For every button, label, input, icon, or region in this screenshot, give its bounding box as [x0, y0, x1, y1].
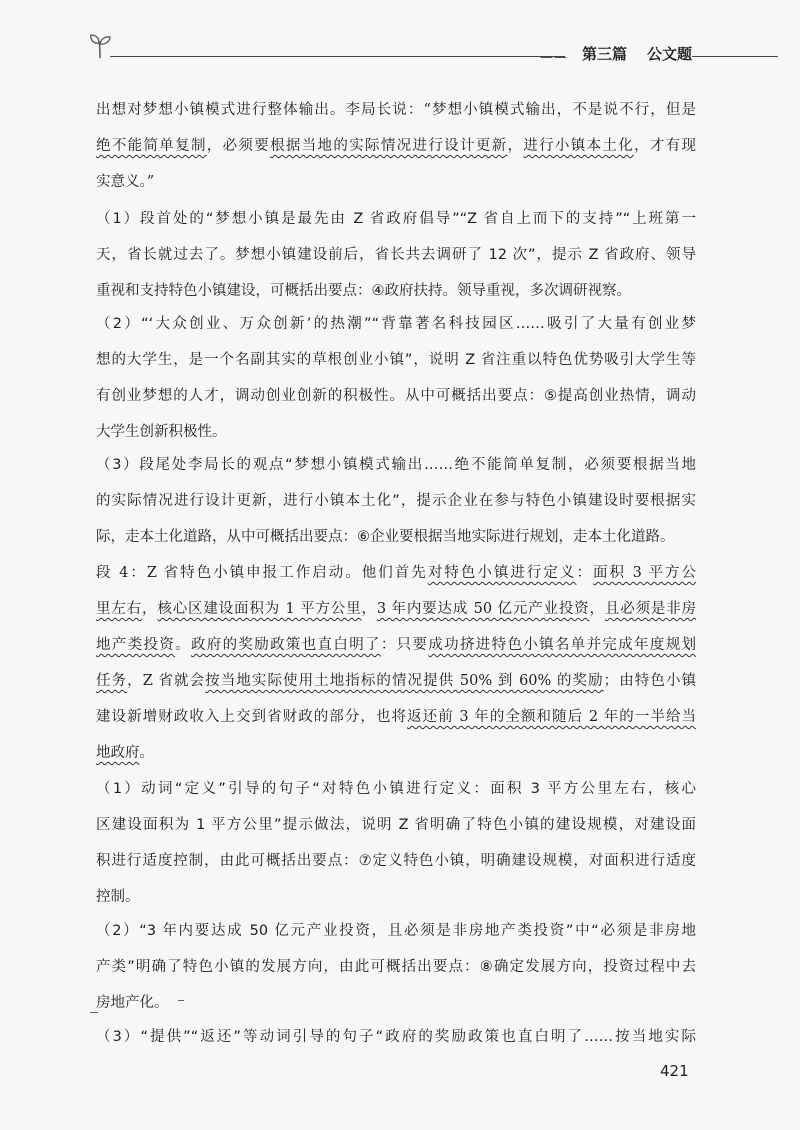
text-line: 地政府。: [96, 745, 154, 761]
text-line: （1）动词“定义”引导的句子“对特色小镇进行定义：面积 3 平方公里左右，核心: [96, 781, 696, 797]
header-title: [582, 43, 692, 64]
page-header: [88, 32, 778, 72]
text-line: （3）段尾处李局长的观点“梦想小镇模式输出……绝不能简单复制，必须要根据当地: [96, 457, 696, 473]
header-part: 第三篇: [582, 45, 628, 63]
text-line: 建设新增财政收入上交到省财政的部分，也将返还前 3 年的全额和随后 2 年的一半给当: [96, 709, 697, 725]
scan-mark: [90, 1012, 98, 1013]
text-line: 任务，Z 省就会按当地实际使用土地指标的情况提供 50% 到 60% 的奖励；由特色小镇: [96, 673, 697, 689]
text-line: 天，省长就过去了。梦想小镇建设前后，省长共去调研了 12 次”，提示 Z 省政府、领导: [96, 247, 696, 263]
text-line: 绝不能简单复制，必须要根据当地的实际情况进行设计更新，进行小镇本土化，才有现: [96, 138, 697, 154]
text-line: 的实际情况进行设计更新，进行小镇本土化”，提示企业在参与特色小镇建设时要根据实: [96, 493, 696, 509]
scan-mark: [178, 1000, 184, 1001]
text-line: （1）段首处的“梦想小镇是最先由 Z 省政府倡导”“Z 省自上而下的支持”“上班第一: [96, 211, 696, 227]
text-line: 积进行适度控制，由此可概括出要点：⑦定义特色小镇，明确建设规模，对面积进行适度: [96, 853, 696, 869]
text-line: （2）“3 年内要达成 50 亿元产业投资，且必须是非房地产类投资”中“必须是非房地: [96, 923, 696, 939]
text-line: 想的大学生，是一个名副其实的草根创业小镇”，说明 Z 省注重以特色优势吸引大学生等: [96, 352, 696, 368]
text-line: 出想对梦想小镇模式进行整体输出。李局长说：“梦想小镇模式输出，不是说不行，但是: [96, 102, 696, 118]
text-line: （2）“‘大众创业、万众创新’的热潮”“背靠著名科技园区……吸引了大量有创业梦: [96, 316, 696, 332]
text-line: 有创业梦想的人才，调动创业创新的积极性。从中可概括出要点：⑤提高创业热情，调动: [96, 388, 696, 404]
text-line: 区建设面积为 1 平方公里”提示做法，说明 Z 省明确了特色小镇的建设规模，对建设面: [96, 817, 696, 833]
text-line: 产类”明确了特色小镇的发展方向，由此可概括出要点：⑧确定发展方向，投资过程中去: [96, 959, 696, 975]
text-line: 地产类投资。政府的奖励政策也直白明了：只要成功挤进特色小镇名单并完成年度规划: [96, 637, 697, 653]
text-line: （3）“提供”“返还”等动词引导的句子“政府的奖励政策也直白明了……按当地实际: [96, 1029, 696, 1045]
text-line: 重视和支持特色小镇建设，可概括出要点：④政府扶持。领导重视，多次调研视察。: [96, 283, 631, 299]
text-line: 控制。: [96, 889, 140, 905]
text-line: 房地产化。: [96, 995, 169, 1011]
text-line: 里左右，核心区建设面积为 1 平方公里，3 年内要达成 50 亿元产业投资，且必须是非房: [96, 601, 697, 617]
text-line: 大学生创新积极性。: [96, 424, 227, 440]
header-rule-left: [110, 56, 565, 57]
text-line: 实意义。”: [96, 174, 155, 190]
text-line: 段 4：Z 省特色小镇申报工作启动。他们首先对特色小镇进行定义：面积 3 平方公: [96, 565, 696, 581]
page-number: 421: [660, 1062, 689, 1080]
header-dashes: ——: [540, 50, 568, 65]
text-line: 际，走本土化道路，从中可概括出要点：⑥企业要根据当地实际进行规划，走本土化道路。: [96, 529, 675, 545]
header-rule-right: [692, 56, 778, 57]
header-topic: 公文题: [647, 45, 693, 63]
